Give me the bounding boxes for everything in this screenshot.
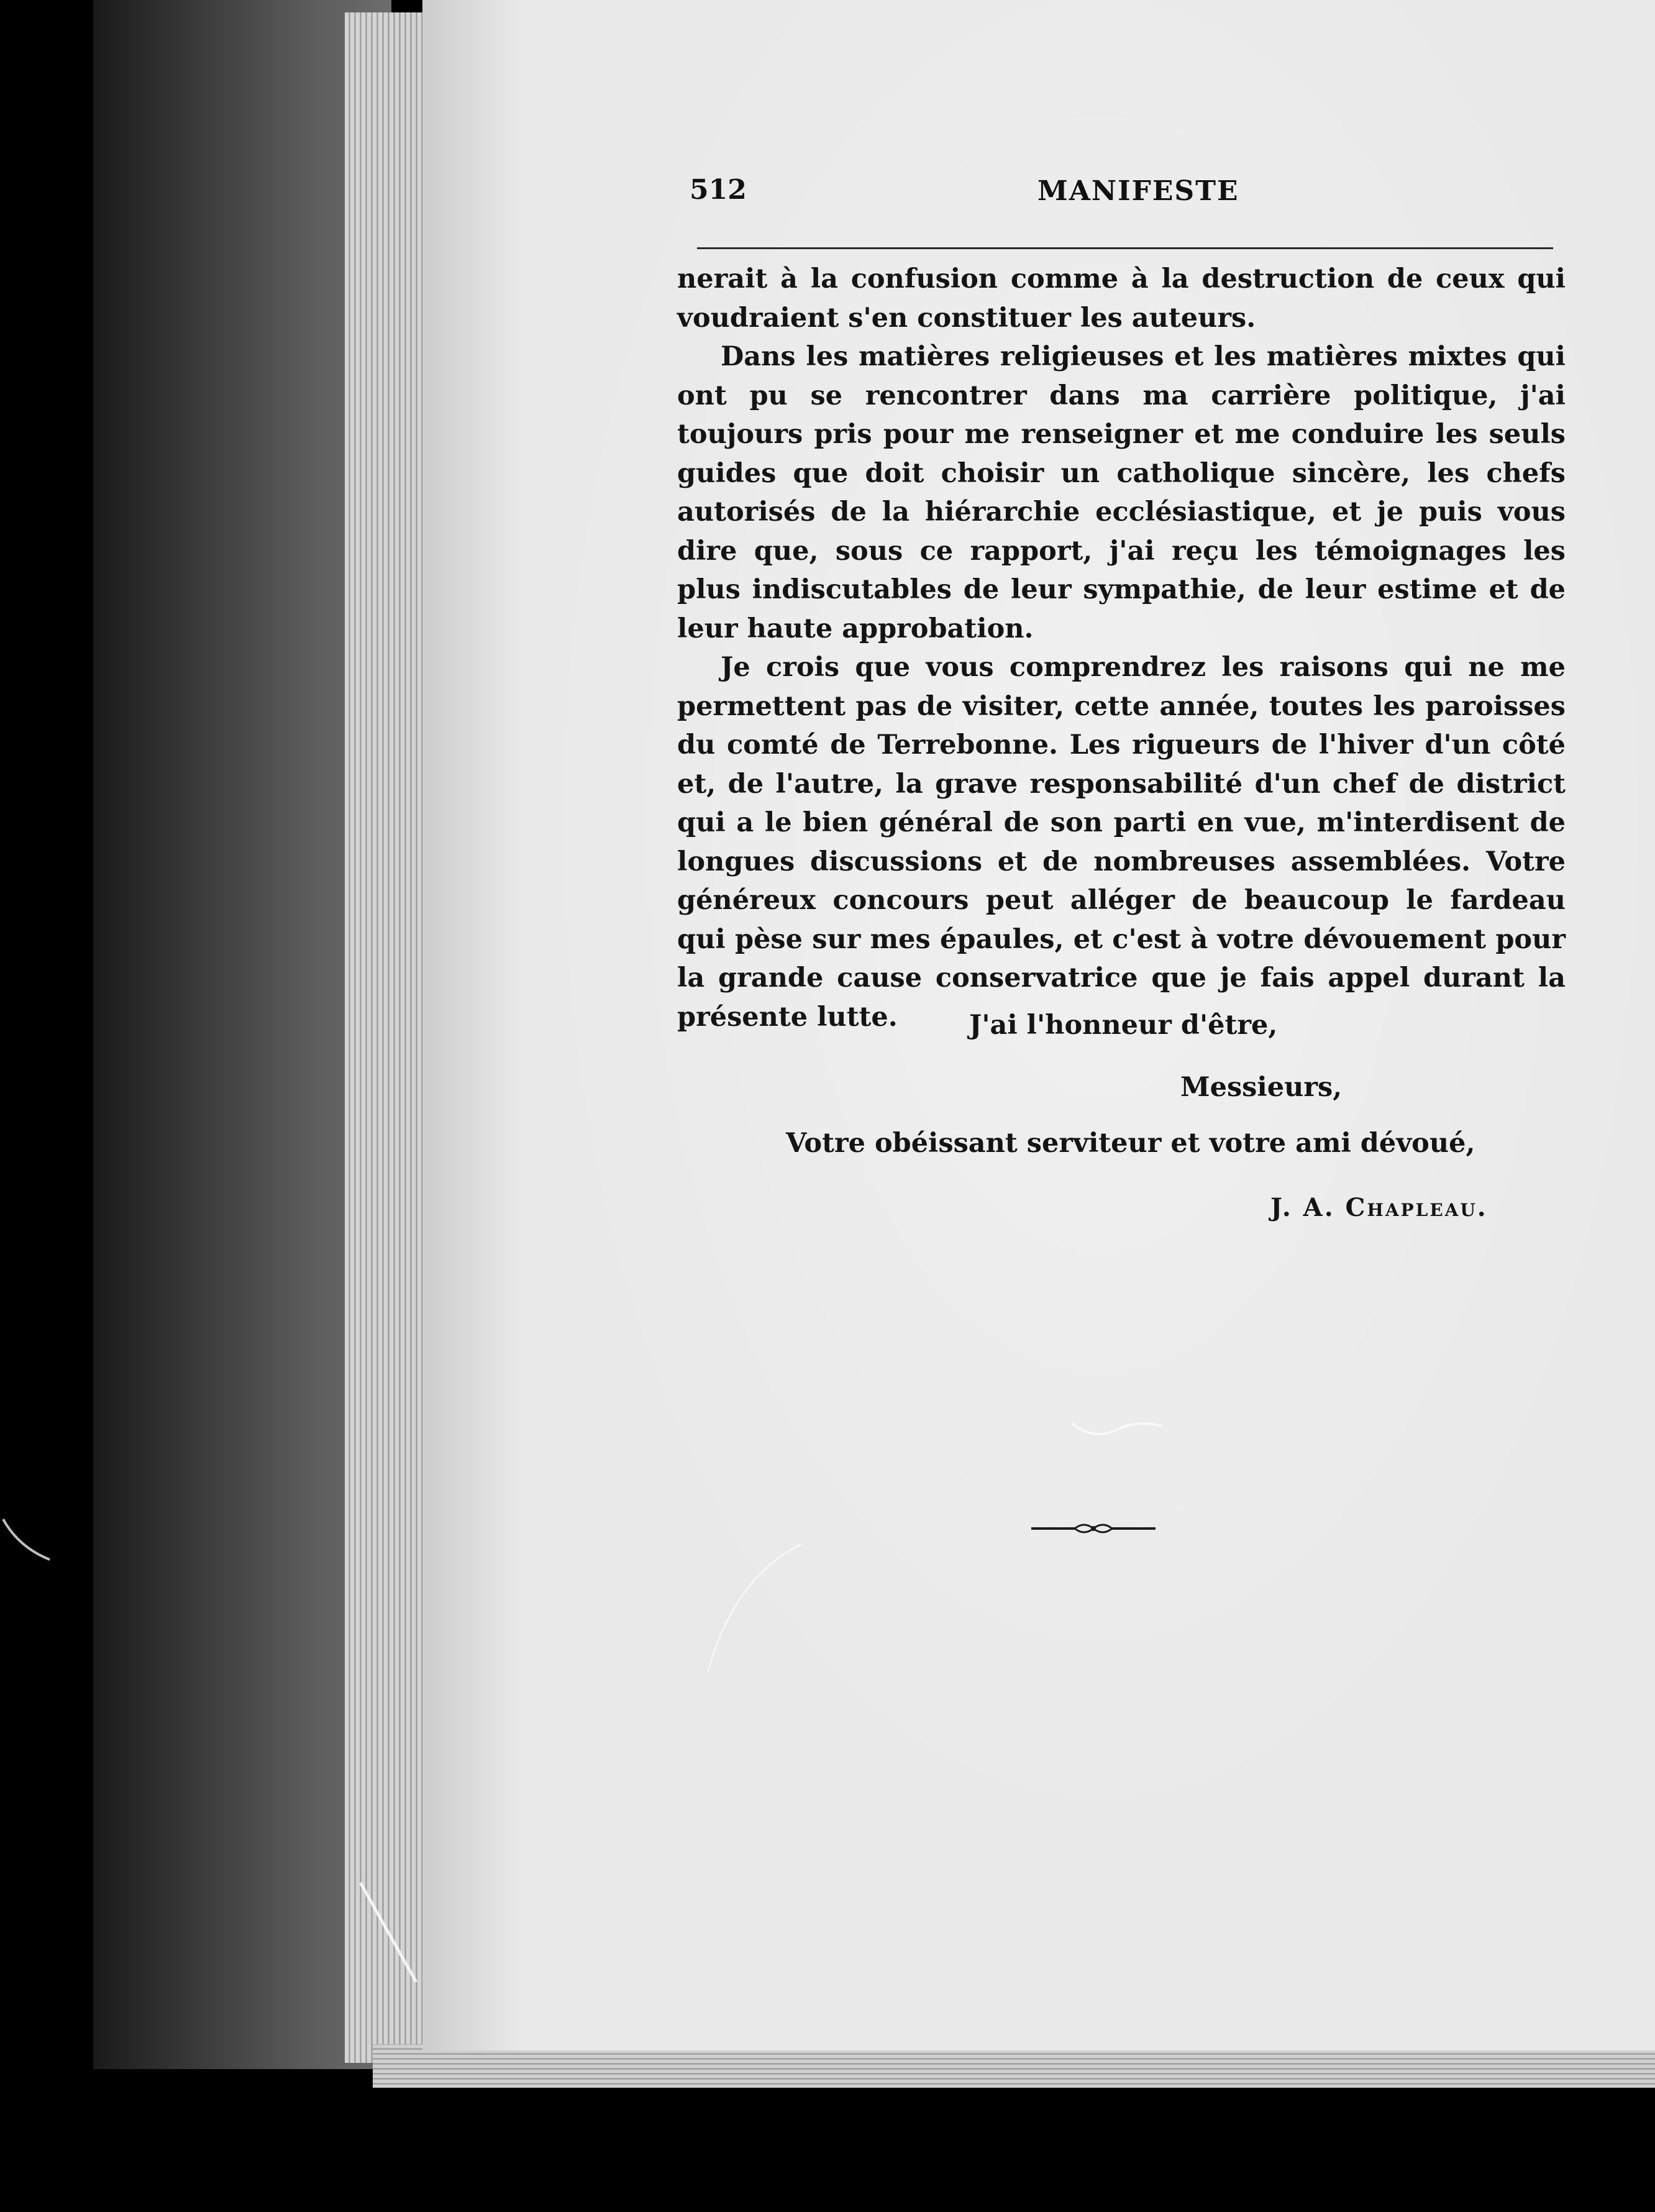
scan-artifact <box>354 1876 429 1988</box>
paragraph: Je crois que vous comprendrez les raisons qui ne me permettent pas de visiter, cette année, toutes les paroisses du comté de Terrebonne. Les rigueurs de l'hiver d'un côté et, de l'autre, la grave responsabilité d'un chef de district qui a le bien général de son parti en vue, m'interdisent de longues discussions et de nombreuses assemblées. Votre généreux concours peut alléger de beaucoup le fardeau qui pèse sur mes épaules, et c'est à votre dévouement pour la grande cause conservatrice que je fais appel durant la présente lutte. <box>677 652 1566 1033</box>
paragraph-continuation: nerait à la confusion comme à la destruction de ceux qui voudraient s'en constituer les auteurs. <box>677 263 1566 334</box>
page-number: 512 <box>690 174 747 206</box>
scan-artifact <box>696 1541 808 1678</box>
page-edges-bottom <box>373 2044 1655 2088</box>
running-head <box>690 174 1553 224</box>
paragraph: Dans les matières religieuses et les matières mixtes qui ont pu se rencontrer dans ma carrière politique, j'ai toujours pris pour me renseigner et me conduire les seuls guides que doit choisir un catholique sincère, les chefs autorisés de la hiérarchie ecclésiastique, et je puis vous dire que, sous ce rapport, j'ai reçu les témoignages les plus indiscutables de leur sympathie, de leur estime et de leur haute approbation. <box>677 341 1566 644</box>
signature: J. A. Chapleau. <box>1270 1193 1488 1222</box>
closing-address: Messieurs, <box>1180 1072 1343 1103</box>
page-edges-left <box>345 12 430 2063</box>
scan-artifact <box>1069 1404 1168 1448</box>
running-title: MANIFESTE <box>1037 175 1239 207</box>
closing-salutation: J'ai l'honneur d'être, <box>969 1010 1278 1041</box>
closing-formula: Votre obéissant serviteur et votre ami dévoué, <box>786 1128 1475 1159</box>
body-text <box>677 260 1566 1036</box>
scan-artifact <box>0 1516 56 1566</box>
decorative-flourish-icon <box>1031 1516 1156 1541</box>
header-rule <box>697 247 1553 249</box>
